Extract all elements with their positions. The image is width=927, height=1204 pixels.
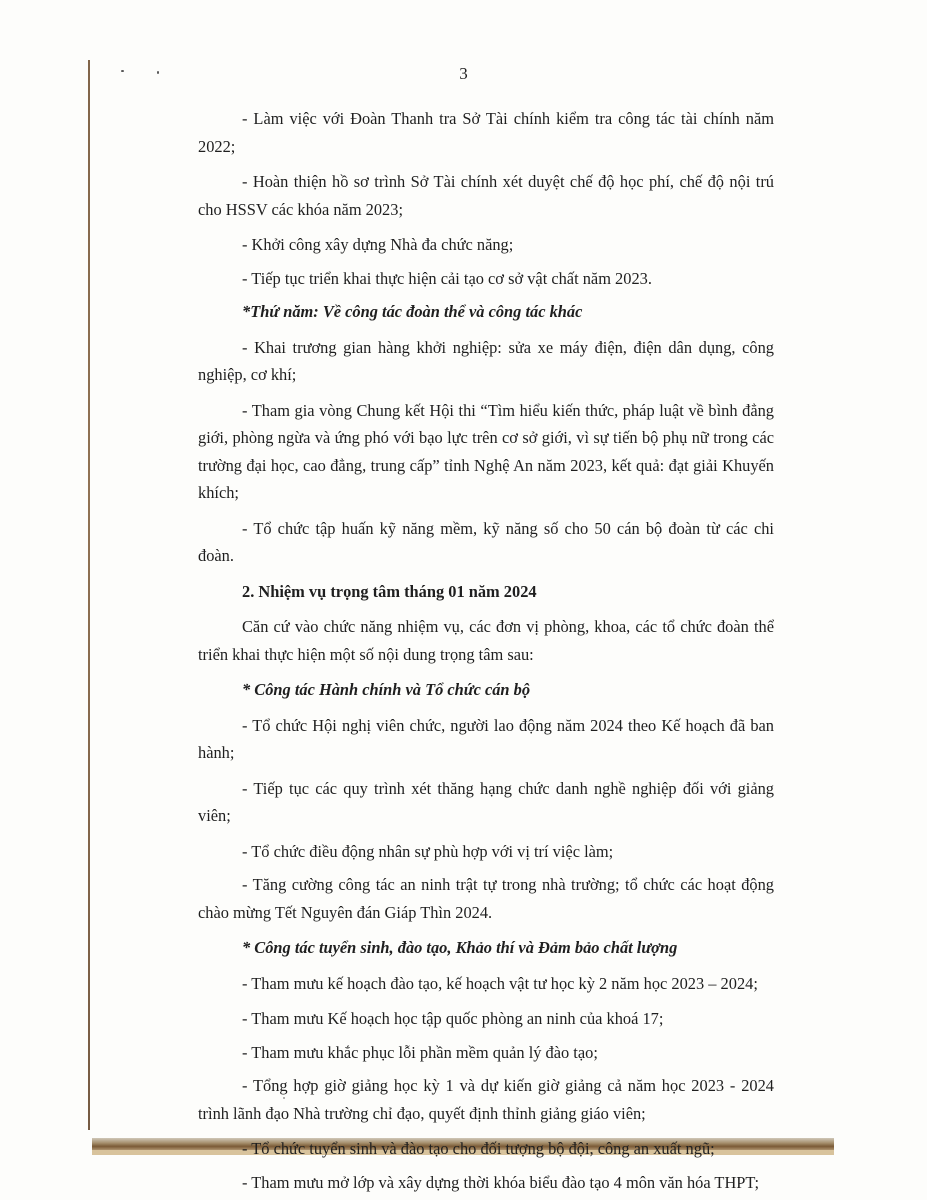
section-heading: *Thứ năm: Về công tác đoàn thể và công tác khác bbox=[242, 302, 583, 321]
paragraph: - Khởi công xây dựng Nhà đa chức năng; bbox=[242, 235, 514, 254]
page-left-edge bbox=[88, 60, 90, 1130]
section-heading: 2. Nhiệm vụ trọng tâm tháng 01 năm 2024 bbox=[242, 581, 537, 601]
paragraph: - Tổ chức tuyển sinh và đào tạo cho đối tượng bộ đội, công an xuất ngũ; bbox=[242, 1139, 715, 1158]
paragraph: - Tiếp tục triển khai thực hiện cải tạo cơ sở vật chất năm 2023. bbox=[242, 268, 652, 288]
paragraph: - Tham mưu Kế hoạch học tập quốc phòng an ninh của khoá 17; bbox=[242, 1009, 664, 1028]
paragraph: - Làm việc với Đoàn Thanh tra Sở Tài chính kiểm tra công tác tài chính năm 2022; bbox=[198, 109, 774, 156]
paragraph: - Tăng cường công tác an ninh trật tự trong nhà trường; tổ chức các hoạt động chào mừng Tết Nguyên đán Giáp Thìn 2024. bbox=[198, 875, 774, 922]
paragraph: - Tham mưu kế hoạch đào tạo, kế hoạch vật tư học kỳ 2 năm học 2023 – 2024; bbox=[242, 973, 758, 993]
page-number: 3 bbox=[459, 64, 468, 83]
paragraph: - Tham gia vòng Chung kết Hội thi “Tìm hiểu kiến thức, pháp luật về bình đẳng giới, phòng ngừa và ứng phó với bạo lực trên cơ sở giới, vì sự tiến bộ phụ nữ trong các trường đại học, cao đẳng, trung cấp” tỉnh Nghệ An năm 2023, kết quả: đạt giải Khuyến khích; bbox=[198, 400, 774, 502]
paragraph: - Khai trương gian hàng khởi nghiệp: sửa xe máy điện, điện dân dụng, công nghiệp, cơ khí; bbox=[198, 337, 774, 384]
paragraph: - Tổ chức tập huấn kỹ năng mềm, kỹ năng số cho 50 cán bộ đoàn từ các chi đoàn. bbox=[198, 518, 774, 565]
section-heading: * Công tác tuyển sinh, đào tạo, Khảo thí và Đảm bảo chất lượng bbox=[242, 938, 678, 957]
document-body bbox=[198, 105, 774, 1204]
paragraph: - Tham mưu khắc phục lỗi phần mềm quản lý đào tạo; bbox=[242, 1042, 598, 1062]
paragraph: - Tổng hợp giờ giảng học kỳ 1 và dự kiến giờ giảng cả năm học 2023 - 2024 trình lãnh đạo Nhà trường chỉ đạo, quyết định thỉnh giảng giáo viên; bbox=[198, 1076, 774, 1123]
paragraph: - Tham mưu mở lớp và xây dựng thời khóa biểu đào tạo 4 môn văn hóa THPT; bbox=[242, 1172, 760, 1192]
paragraph: Căn cứ vào chức năng nhiệm vụ, các đơn vị phòng, khoa, các tổ chức đoàn thể triển khai thực hiện một số nội dung trọng tâm sau: bbox=[198, 617, 774, 664]
paragraph: - Tiếp tục các quy trình xét thăng hạng chức danh nghề nghiệp đối với giảng viên; bbox=[198, 778, 774, 825]
paragraph: - Tổ chức Hội nghị viên chức, người lao động năm 2024 theo Kế hoạch đã ban hành; bbox=[198, 715, 774, 762]
paragraph: - Hoàn thiện hồ sơ trình Sở Tài chính xét duyệt chế độ học phí, chế độ nội trú cho HSSV các khóa năm 2023; bbox=[198, 172, 774, 219]
section-heading: * Công tác Hành chính và Tổ chức cán bộ bbox=[242, 680, 531, 699]
paragraph: - Tổ chức điều động nhân sự phù hợp với vị trí việc làm; bbox=[242, 841, 614, 861]
